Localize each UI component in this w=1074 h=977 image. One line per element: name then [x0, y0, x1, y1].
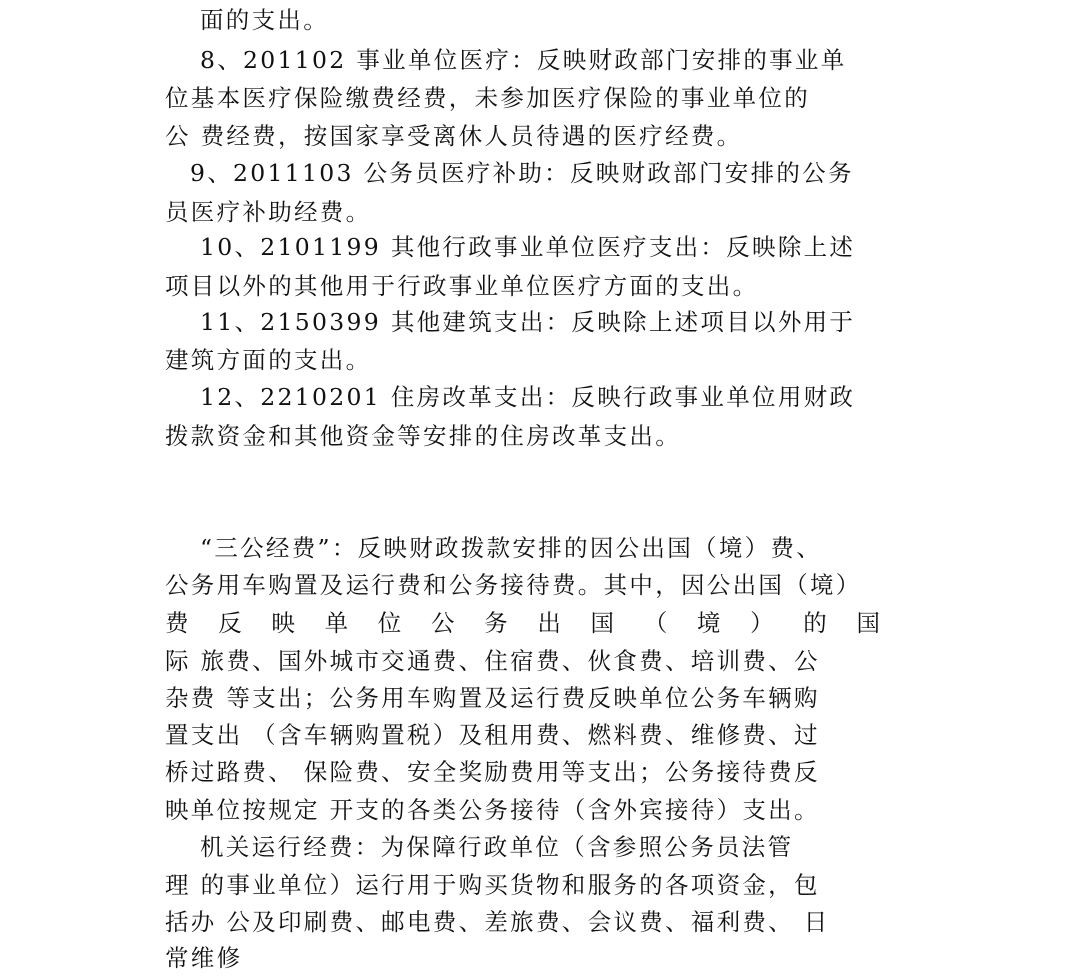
text-line: 桥过路费、 保险费、安全奖励费用等支出；公务接待费反	[165, 758, 820, 786]
text-line: 员医疗补助经费。	[165, 198, 372, 226]
text-line: 12、2210201 住房改革支出：反映行政事业单位用财政	[200, 383, 856, 411]
text-line: 公 费经费，按国家享受离休人员待遇的医疗经费。	[165, 122, 743, 150]
text-line: 际 旅费、国外城市交通费、住宿费、伙食费、培训费、公	[165, 647, 820, 675]
text-line: 费 反 映 单 位 公 务 出 国 （ 境 ） 的 国	[165, 609, 880, 637]
text-line: 杂费 等支出；公务用车购置及运行费反映单位公务车辆购	[165, 684, 820, 712]
text-line: 括办 公及印刷费、邮电费、差旅费、会议费、福利费、 日	[165, 908, 830, 936]
text-line: 10、2101199 其他行政事业单位医疗支出：反映除上述	[200, 233, 856, 261]
text-line: 建筑方面的支出。	[165, 346, 372, 374]
text-line: 机关运行经费：为保障行政单位（含参照公务员法管	[200, 833, 794, 861]
text-line: 项目以外的其他用于行政事业单位医疗方面的支出。	[165, 272, 759, 300]
text-line: 位基本医疗保险缴费经费，未参加医疗保险的事业单位的	[165, 84, 810, 112]
text-line: 公务用车购置及运行费和公务接待费。其中，因公出国（境）	[165, 571, 862, 599]
text-line: 11、2150399 其他建筑支出：反映除上述项目以外用于	[200, 308, 856, 336]
text-line: 置支出 （含车辆购置税）及租用费、燃料费、维修费、过	[165, 721, 820, 749]
text-line: 9、2011103 公务员医疗补助：反映财政部门安排的公务	[190, 159, 854, 187]
text-line: 映单位按规定 开支的各类公务接待（含外宾接待）支出。	[165, 796, 820, 824]
text-line: 面的支出。	[200, 6, 329, 34]
text-line: 拨款资金和其他资金等安排的住房改革支出。	[165, 422, 681, 450]
text-line: “三公经费”：反映财政拨款安排的因公出国（境）费、	[200, 534, 823, 562]
text-line: 理 的事业单位）运行用于购买货物和服务的各项资金，包	[165, 871, 820, 899]
text-line: 8、201102 事业单位医疗：反映财政部门安排的事业单	[200, 46, 847, 74]
text-line: 常维修	[165, 944, 243, 972]
